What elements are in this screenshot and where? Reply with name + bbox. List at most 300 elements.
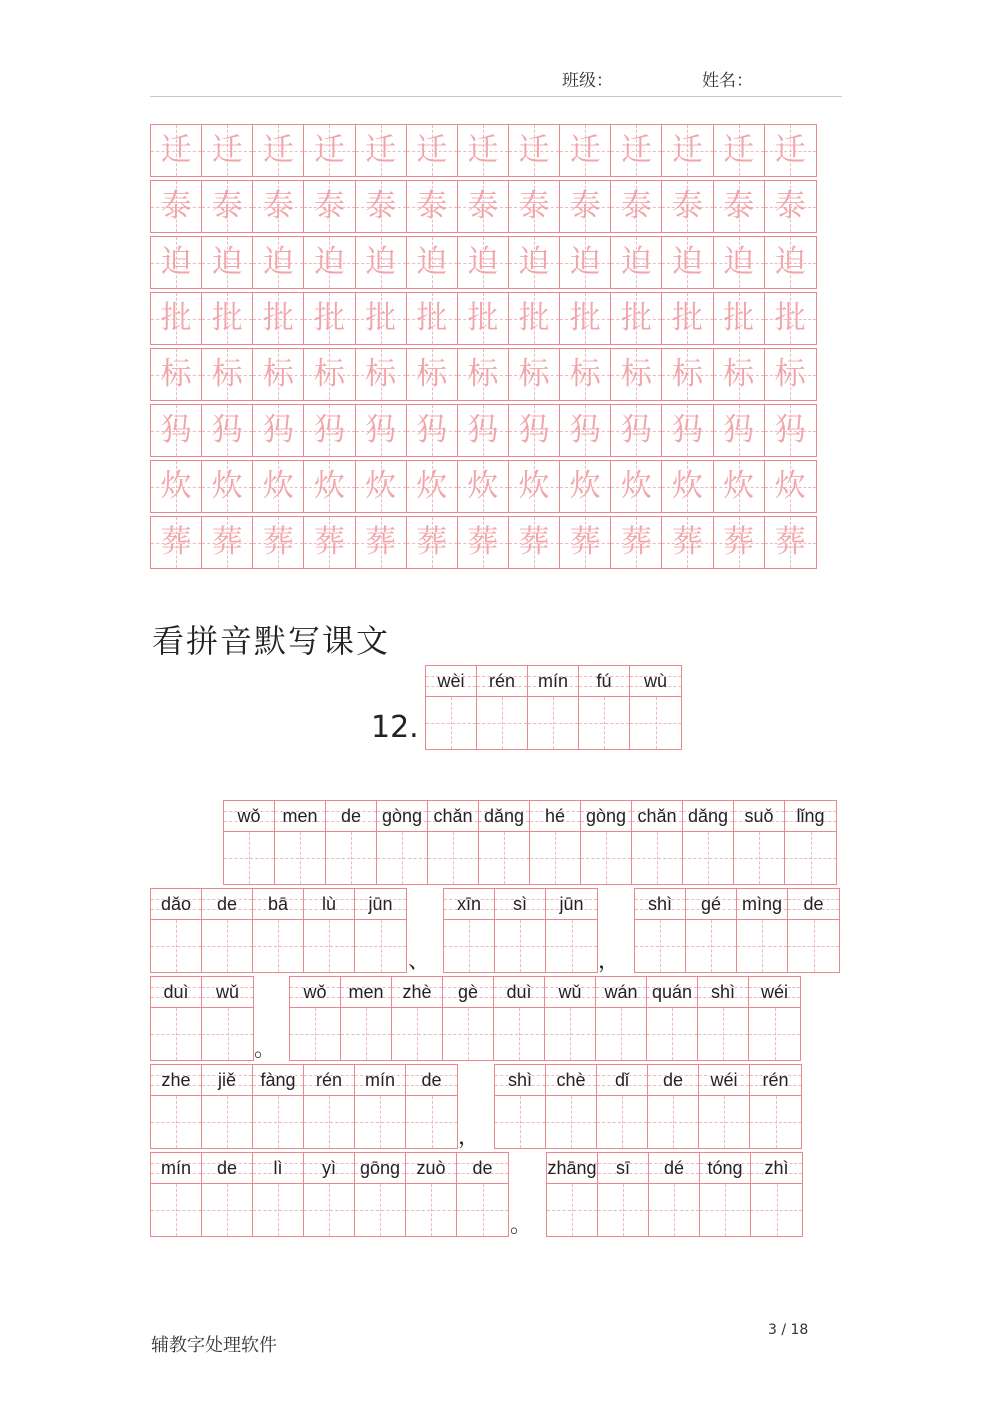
writing-box[interactable] <box>546 920 597 972</box>
pinyin-text: bā <box>267 893 289 914</box>
practice-cell[interactable] <box>765 181 816 232</box>
practice-cell[interactable] <box>509 125 560 176</box>
writing-box[interactable] <box>477 697 527 749</box>
writing-box[interactable] <box>304 1184 354 1236</box>
practice-cell[interactable] <box>509 349 560 400</box>
trace-character: 葬 <box>774 524 806 560</box>
writing-box[interactable] <box>202 920 252 972</box>
practice-cell[interactable] <box>202 405 253 456</box>
practice-cell[interactable] <box>356 461 407 512</box>
practice-cell[interactable] <box>662 181 713 232</box>
writing-box[interactable] <box>632 832 682 884</box>
pinyin-cell <box>630 666 681 697</box>
trace-character: 泰 <box>365 188 397 224</box>
header-divider <box>150 96 842 97</box>
writing-box[interactable] <box>598 1184 648 1236</box>
trace-character: 葬 <box>671 524 703 560</box>
trace-character: 迫 <box>262 244 294 280</box>
pinyin-cell <box>202 1065 252 1096</box>
practice-cell[interactable] <box>151 293 202 344</box>
practice-cell[interactable] <box>662 517 713 568</box>
trace-character: 炊 <box>365 468 397 504</box>
writing-box[interactable] <box>202 1184 252 1236</box>
writing-box[interactable] <box>253 920 303 972</box>
practice-cell[interactable] <box>407 237 458 288</box>
practice-cell[interactable] <box>356 125 407 176</box>
trace-character: 迫 <box>774 244 806 280</box>
pinyin-cell <box>495 889 545 920</box>
practice-cell[interactable] <box>407 461 458 512</box>
trace-character: 迁 <box>262 132 294 168</box>
practice-cell[interactable] <box>509 181 560 232</box>
writing-box[interactable] <box>597 1096 647 1148</box>
trace-character: 迁 <box>211 132 243 168</box>
practice-cell[interactable] <box>458 349 509 400</box>
practice-cell[interactable] <box>304 237 355 288</box>
practice-cell[interactable] <box>611 125 662 176</box>
practice-cell[interactable] <box>611 405 662 456</box>
writing-box[interactable] <box>275 832 325 884</box>
trace-character: 葬 <box>313 524 345 560</box>
writing-box[interactable] <box>528 697 578 749</box>
writing-box[interactable] <box>683 832 733 884</box>
trace-character: 犸 <box>416 412 448 448</box>
practice-cell[interactable] <box>611 181 662 232</box>
practice-cell[interactable] <box>765 517 816 568</box>
pinyin-column <box>788 889 839 972</box>
practice-cell[interactable] <box>253 349 304 400</box>
pinyin-cell <box>581 801 631 832</box>
practice-cell[interactable] <box>202 517 253 568</box>
pinyin-column <box>275 801 326 884</box>
trace-character: 葬 <box>620 524 652 560</box>
trace-character: 标 <box>313 356 345 392</box>
practice-cell[interactable] <box>151 237 202 288</box>
practice-cell[interactable] <box>458 181 509 232</box>
writing-box[interactable] <box>326 832 376 884</box>
practice-cell[interactable] <box>356 293 407 344</box>
trace-character: 泰 <box>211 188 243 224</box>
trace-character: 犸 <box>723 412 755 448</box>
writing-box[interactable] <box>151 920 201 972</box>
pinyin-column <box>392 977 443 1060</box>
pinyin-text: wǔ <box>558 981 582 1002</box>
punctuation-mark: 。 <box>254 1037 277 1062</box>
practice-cell[interactable] <box>202 461 253 512</box>
practice-cell[interactable] <box>560 517 611 568</box>
practice-cell[interactable] <box>151 125 202 176</box>
practice-cell[interactable] <box>458 517 509 568</box>
practice-row <box>150 180 817 233</box>
practice-cell[interactable] <box>407 349 458 400</box>
practice-cell[interactable] <box>356 237 407 288</box>
pinyin-cell <box>547 1153 597 1184</box>
trace-character: 批 <box>723 300 755 336</box>
practice-cell[interactable] <box>765 461 816 512</box>
writing-box[interactable] <box>749 1008 800 1060</box>
writing-box[interactable] <box>635 920 685 972</box>
footer-software-name: 辅教字处理软件 <box>151 1335 277 1356</box>
writing-box[interactable] <box>406 1096 457 1148</box>
practice-cell[interactable] <box>611 517 662 568</box>
practice-cell[interactable] <box>151 405 202 456</box>
pinyin-group <box>223 800 837 885</box>
pinyin-column <box>598 1153 649 1236</box>
practice-cell[interactable] <box>765 349 816 400</box>
trace-character: 炊 <box>723 468 755 504</box>
trace-character: 犸 <box>211 412 243 448</box>
practice-cell[interactable] <box>560 405 611 456</box>
pinyin-cell <box>700 1153 750 1184</box>
writing-box[interactable] <box>647 1008 697 1060</box>
writing-box[interactable] <box>377 832 427 884</box>
practice-cell[interactable] <box>611 461 662 512</box>
pinyin-column <box>785 801 836 884</box>
practice-cell[interactable] <box>407 517 458 568</box>
trace-character: 迁 <box>416 132 448 168</box>
writing-box[interactable] <box>151 1008 201 1060</box>
writing-box[interactable] <box>304 920 354 972</box>
pinyin-text: gòng <box>381 805 423 826</box>
pinyin-cell <box>546 1065 596 1096</box>
practice-cell[interactable] <box>253 461 304 512</box>
pinyin-column <box>444 889 495 972</box>
pinyin-column <box>649 1153 700 1236</box>
writing-box[interactable] <box>630 697 681 749</box>
writing-box[interactable] <box>428 832 478 884</box>
trace-character: 迫 <box>313 244 345 280</box>
writing-box[interactable] <box>202 1096 252 1148</box>
practice-cell[interactable] <box>151 349 202 400</box>
trace-character: 批 <box>313 300 345 336</box>
trace-character: 迫 <box>518 244 550 280</box>
trace-character: 迁 <box>671 132 703 168</box>
practice-cell[interactable] <box>304 293 355 344</box>
pinyin-cell <box>699 1065 749 1096</box>
writing-box[interactable] <box>788 920 839 972</box>
practice-cell[interactable] <box>509 293 560 344</box>
trace-character: 标 <box>211 356 243 392</box>
practice-cell[interactable] <box>714 181 765 232</box>
practice-cell[interactable] <box>304 517 355 568</box>
practice-cell[interactable] <box>253 181 304 232</box>
trace-character: 泰 <box>467 188 499 224</box>
practice-cell[interactable] <box>407 405 458 456</box>
pinyin-group <box>634 888 840 973</box>
practice-cell[interactable] <box>560 181 611 232</box>
trace-character: 迁 <box>313 132 345 168</box>
pinyin-cell <box>444 889 494 920</box>
writing-box[interactable] <box>530 832 580 884</box>
trace-character: 炊 <box>313 468 345 504</box>
practice-cell[interactable] <box>714 125 765 176</box>
trace-character: 炊 <box>620 468 652 504</box>
pinyin-text: wán <box>604 981 638 1002</box>
writing-box[interactable] <box>151 1096 201 1148</box>
pinyin-text: mìng <box>741 893 783 914</box>
trace-character: 炊 <box>211 468 243 504</box>
writing-box[interactable] <box>253 1096 303 1148</box>
writing-box[interactable] <box>479 832 529 884</box>
practice-cell[interactable] <box>714 349 765 400</box>
writing-box[interactable] <box>750 1096 801 1148</box>
practice-cell[interactable] <box>765 237 816 288</box>
practice-cell[interactable] <box>253 125 304 176</box>
pinyin-cell <box>494 977 544 1008</box>
trace-character: 迁 <box>518 132 550 168</box>
practice-cell[interactable] <box>253 405 304 456</box>
writing-box[interactable] <box>253 1184 303 1236</box>
practice-cell[interactable] <box>151 517 202 568</box>
pinyin-cell <box>443 977 493 1008</box>
pinyin-text: yì <box>321 1157 336 1178</box>
pinyin-text: wǒ <box>237 805 261 826</box>
practice-cell[interactable] <box>765 293 816 344</box>
pinyin-cell <box>151 1153 201 1184</box>
pinyin-cell <box>479 801 529 832</box>
pinyin-cell <box>304 1153 354 1184</box>
trace-character: 标 <box>671 356 703 392</box>
trace-character: 迫 <box>160 244 192 280</box>
pinyin-cell <box>530 801 580 832</box>
writing-box[interactable] <box>699 1096 749 1148</box>
writing-box[interactable] <box>444 920 494 972</box>
practice-cell[interactable] <box>304 461 355 512</box>
writing-box[interactable] <box>751 1184 802 1236</box>
punctuation-mark: 、 <box>408 949 431 974</box>
practice-cell[interactable] <box>560 349 611 400</box>
practice-cell[interactable] <box>202 237 253 288</box>
trace-character: 葬 <box>467 524 499 560</box>
pinyin-column <box>304 889 355 972</box>
practice-cell[interactable] <box>560 461 611 512</box>
writing-box[interactable] <box>545 1008 595 1060</box>
practice-cell[interactable] <box>356 517 407 568</box>
practice-cell[interactable] <box>253 237 304 288</box>
pinyin-column <box>547 1153 598 1236</box>
pinyin-cell <box>751 1153 802 1184</box>
practice-cell[interactable] <box>509 461 560 512</box>
practice-row <box>150 292 817 345</box>
trace-character: 炊 <box>671 468 703 504</box>
pinyin-column <box>700 1153 751 1236</box>
writing-box[interactable] <box>734 832 784 884</box>
pinyin-group <box>443 888 598 973</box>
pinyin-column <box>579 666 630 749</box>
practice-cell[interactable] <box>509 517 560 568</box>
writing-box[interactable] <box>648 1096 698 1148</box>
practice-cell[interactable] <box>356 181 407 232</box>
pinyin-cell <box>545 977 595 1008</box>
trace-character: 迫 <box>671 244 703 280</box>
practice-cell[interactable] <box>509 237 560 288</box>
practice-cell[interactable] <box>151 461 202 512</box>
practice-cell[interactable] <box>304 125 355 176</box>
pinyin-cell <box>202 1153 252 1184</box>
practice-cell[interactable] <box>560 293 611 344</box>
trace-character: 犸 <box>774 412 806 448</box>
pinyin-cell <box>426 666 476 697</box>
pinyin-group <box>289 976 801 1061</box>
practice-cell[interactable] <box>458 293 509 344</box>
writing-box[interactable] <box>392 1008 442 1060</box>
writing-box[interactable] <box>596 1008 646 1060</box>
practice-cell[interactable] <box>560 237 611 288</box>
pinyin-text: de <box>216 1157 238 1178</box>
practice-cell[interactable] <box>765 125 816 176</box>
writing-box[interactable] <box>457 1184 508 1236</box>
trace-character: 葬 <box>262 524 294 560</box>
practice-cell[interactable] <box>765 405 816 456</box>
practice-cell[interactable] <box>202 181 253 232</box>
pinyin-cell <box>304 1065 354 1096</box>
trace-character: 泰 <box>518 188 550 224</box>
practice-cell[interactable] <box>662 237 713 288</box>
practice-cell[interactable] <box>662 293 713 344</box>
practice-cell[interactable] <box>253 517 304 568</box>
pinyin-cell <box>355 1065 405 1096</box>
pinyin-column <box>202 977 253 1060</box>
pinyin-cell <box>785 801 836 832</box>
pinyin-text: shì <box>507 1069 532 1090</box>
practice-cell[interactable] <box>458 405 509 456</box>
trace-character: 批 <box>518 300 550 336</box>
writing-box[interactable] <box>355 1184 405 1236</box>
trace-character: 标 <box>620 356 652 392</box>
practice-cell[interactable] <box>356 405 407 456</box>
trace-character: 标 <box>774 356 806 392</box>
practice-cell[interactable] <box>714 405 765 456</box>
practice-cell[interactable] <box>662 349 713 400</box>
practice-cell[interactable] <box>662 405 713 456</box>
practice-cell[interactable] <box>304 349 355 400</box>
writing-box[interactable] <box>547 1184 597 1236</box>
writing-box[interactable] <box>737 920 787 972</box>
practice-cell[interactable] <box>407 181 458 232</box>
practice-cell[interactable] <box>714 461 765 512</box>
writing-box[interactable] <box>579 697 629 749</box>
pinyin-text: gōng <box>359 1157 401 1178</box>
writing-box[interactable] <box>649 1184 699 1236</box>
practice-cell[interactable] <box>458 237 509 288</box>
pinyin-cell <box>495 1065 545 1096</box>
trace-character: 犸 <box>518 412 550 448</box>
practice-cell[interactable] <box>202 125 253 176</box>
practice-cell[interactable] <box>714 293 765 344</box>
pinyin-cell <box>597 1065 647 1096</box>
trace-character: 泰 <box>620 188 652 224</box>
pinyin-text: de <box>472 1157 493 1178</box>
writing-box[interactable] <box>202 1008 253 1060</box>
practice-row <box>150 236 817 289</box>
writing-box[interactable] <box>686 920 736 972</box>
writing-box[interactable] <box>785 832 836 884</box>
writing-box[interactable] <box>355 1096 405 1148</box>
writing-box[interactable] <box>700 1184 750 1236</box>
pinyin-cell <box>428 801 478 832</box>
pinyin-column <box>749 977 800 1060</box>
pinyin-column <box>632 801 683 884</box>
pinyin-text: dǎo <box>160 893 192 914</box>
pinyin-text: wǔ <box>215 981 239 1002</box>
pinyin-cell <box>151 889 201 920</box>
writing-box[interactable] <box>495 1096 545 1148</box>
writing-box[interactable] <box>341 1008 391 1060</box>
practice-cell[interactable] <box>356 349 407 400</box>
practice-cell[interactable] <box>202 293 253 344</box>
pinyin-text: dé <box>663 1157 685 1178</box>
pinyin-text: dǎng <box>483 805 525 826</box>
writing-box[interactable] <box>494 1008 544 1060</box>
pinyin-column <box>224 801 275 884</box>
trace-character: 标 <box>518 356 550 392</box>
practice-cell[interactable] <box>458 461 509 512</box>
practice-row <box>150 348 817 401</box>
practice-cell[interactable] <box>662 125 713 176</box>
trace-character: 标 <box>416 356 448 392</box>
pinyin-cell <box>341 977 391 1008</box>
practice-cell[interactable] <box>202 349 253 400</box>
pinyin-group <box>150 1064 458 1149</box>
trace-character: 葬 <box>211 524 243 560</box>
practice-cell[interactable] <box>407 293 458 344</box>
pinyin-column <box>426 666 477 749</box>
practice-cell[interactable] <box>304 405 355 456</box>
practice-cell[interactable] <box>560 125 611 176</box>
pinyin-column <box>355 1065 406 1148</box>
pinyin-text: gé <box>700 893 722 914</box>
practice-cell[interactable] <box>253 293 304 344</box>
trace-character: 批 <box>569 300 601 336</box>
practice-cell[interactable] <box>407 125 458 176</box>
practice-cell[interactable] <box>662 461 713 512</box>
practice-cell[interactable] <box>611 293 662 344</box>
practice-cell[interactable] <box>714 517 765 568</box>
pinyin-cell <box>477 666 527 697</box>
writing-box[interactable] <box>304 1096 354 1148</box>
practice-cell[interactable] <box>458 125 509 176</box>
writing-box[interactable] <box>151 1184 201 1236</box>
practice-cell[interactable] <box>611 237 662 288</box>
practice-cell[interactable] <box>304 181 355 232</box>
writing-box[interactable] <box>495 920 545 972</box>
pinyin-text: wéi <box>710 1069 738 1090</box>
practice-cell[interactable] <box>151 181 202 232</box>
pinyin-cell <box>392 977 442 1008</box>
writing-box[interactable] <box>581 832 631 884</box>
name-label: 姓名： <box>702 71 753 91</box>
writing-box[interactable] <box>426 697 476 749</box>
pinyin-column <box>406 1065 457 1148</box>
punctuation-mark: 。 <box>510 1213 533 1238</box>
writing-box[interactable] <box>546 1096 596 1148</box>
writing-box[interactable] <box>355 920 406 972</box>
writing-box[interactable] <box>224 832 274 884</box>
pinyin-text: duì <box>506 981 532 1002</box>
practice-cell[interactable] <box>611 349 662 400</box>
writing-box[interactable] <box>698 1008 748 1060</box>
pinyin-column <box>495 1065 546 1148</box>
practice-cell[interactable] <box>714 237 765 288</box>
pinyin-text: mín <box>160 1157 191 1178</box>
pinyin-column <box>546 1065 597 1148</box>
writing-box[interactable] <box>406 1184 456 1236</box>
pinyin-column <box>528 666 579 749</box>
writing-box[interactable] <box>290 1008 340 1060</box>
pinyin-text: lǐng <box>796 805 825 826</box>
practice-cell[interactable] <box>509 405 560 456</box>
writing-box[interactable] <box>443 1008 493 1060</box>
